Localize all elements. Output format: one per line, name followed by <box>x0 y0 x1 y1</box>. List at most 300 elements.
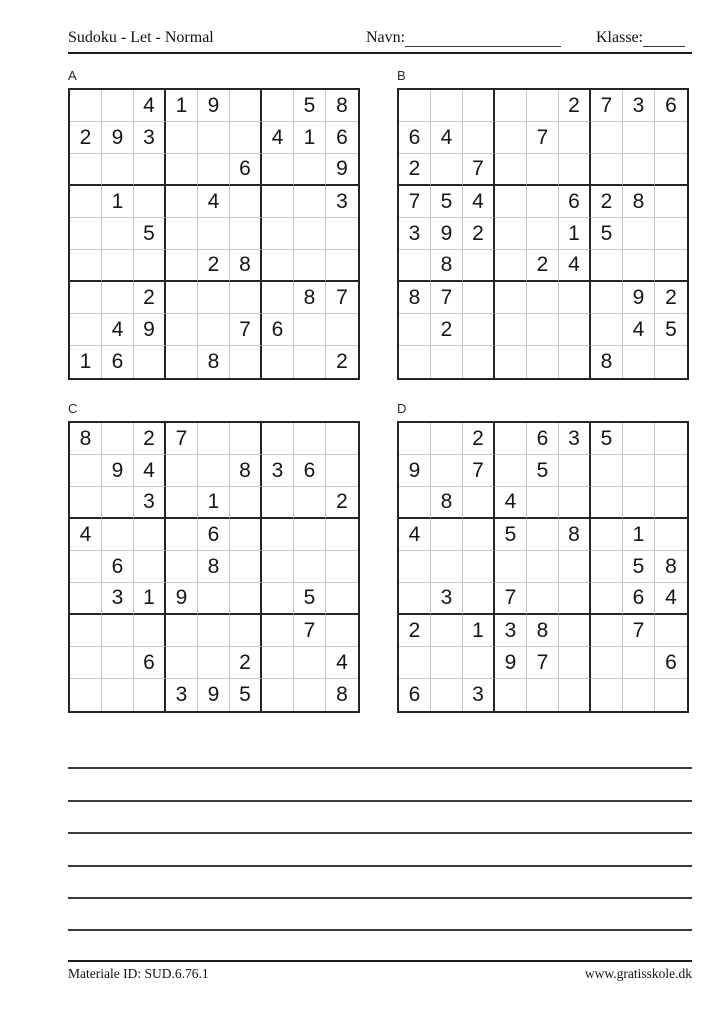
sudoku-cell: 4 <box>134 90 166 122</box>
sudoku-cell <box>591 455 623 487</box>
sudoku-cell: 7 <box>527 647 559 679</box>
sudoku-cell: 4 <box>559 250 591 282</box>
sudoku-cell <box>431 423 463 455</box>
sudoku-cell <box>102 519 134 551</box>
sudoku-cell: 6 <box>655 647 687 679</box>
sudoku-cell: 5 <box>655 314 687 346</box>
sudoku-cell: 8 <box>326 90 358 122</box>
sudoku-cell <box>431 519 463 551</box>
sudoku-cell <box>70 583 102 615</box>
sudoku-cell <box>399 346 431 378</box>
sudoku-cell <box>166 519 198 551</box>
sudoku-cell <box>198 122 230 154</box>
sudoku-cell <box>166 250 198 282</box>
sudoku-cell <box>495 346 527 378</box>
sudoku-cell <box>495 122 527 154</box>
sudoku-cell <box>591 487 623 519</box>
sudoku-cell <box>198 154 230 186</box>
sudoku-cell: 2 <box>326 487 358 519</box>
sudoku-cell <box>230 519 262 551</box>
sudoku-cell <box>431 90 463 122</box>
sudoku-cell <box>559 154 591 186</box>
sudoku-cell <box>70 314 102 346</box>
sudoku-cell <box>166 314 198 346</box>
sudoku-cell <box>70 615 102 647</box>
puzzle-label: C <box>68 401 78 416</box>
sudoku-cell: 7 <box>166 423 198 455</box>
sudoku-cell <box>262 679 294 711</box>
sudoku-grid <box>68 88 360 380</box>
sudoku-cell <box>527 186 559 218</box>
puzzle-label: A <box>68 68 77 83</box>
sudoku-cell: 6 <box>399 122 431 154</box>
sudoku-cell <box>431 346 463 378</box>
sudoku-cell: 8 <box>591 346 623 378</box>
page-title: Sudoku - Let - Normal <box>68 29 214 46</box>
sudoku-cell <box>463 90 495 122</box>
sudoku-cell <box>262 186 294 218</box>
sudoku-cell <box>294 423 326 455</box>
sudoku-cell <box>230 615 262 647</box>
sudoku-cell <box>431 647 463 679</box>
sudoku-cell <box>262 346 294 378</box>
sudoku-cell: 7 <box>463 154 495 186</box>
puzzle-section-d <box>397 400 689 713</box>
sudoku-cell: 2 <box>336 350 348 373</box>
sudoku-cell <box>559 679 591 711</box>
sudoku-cell: 3 <box>399 218 431 250</box>
sudoku-cell <box>166 647 198 679</box>
sudoku-cell <box>166 218 198 250</box>
sudoku-cell: 4 <box>326 647 358 679</box>
sudoku-cell: 4 <box>102 314 134 346</box>
sudoku-cell <box>70 218 102 250</box>
sudoku-cell <box>527 154 559 186</box>
sudoku-cell: 7 <box>326 282 358 314</box>
sudoku-cell <box>294 250 326 282</box>
sudoku-cell <box>655 487 687 519</box>
sudoku-cell <box>294 346 326 378</box>
sudoku-cell <box>198 218 230 250</box>
sudoku-cell <box>623 423 655 455</box>
class-blank-line <box>643 31 685 47</box>
sudoku-cell <box>559 346 591 378</box>
sudoku-cell <box>230 346 262 378</box>
sudoku-cell <box>463 122 495 154</box>
sudoku-cell <box>463 583 495 615</box>
sudoku-cell <box>102 154 134 186</box>
sudoku-cell <box>102 487 134 519</box>
sudoku-cell <box>294 314 326 346</box>
sudoku-cell: 2 <box>591 186 623 218</box>
sudoku-cell <box>431 455 463 487</box>
sudoku-cell: 7 <box>230 314 262 346</box>
sudoku-cell: 8 <box>431 250 463 282</box>
sudoku-cell <box>623 218 655 250</box>
sudoku-cell <box>198 647 230 679</box>
sudoku-cell <box>559 583 591 615</box>
sudoku-cell: 2 <box>655 282 687 314</box>
sudoku-cell: 9 <box>326 154 358 186</box>
sudoku-cell <box>399 314 431 346</box>
sudoku-cell <box>134 615 166 647</box>
sudoku-cell: 6 <box>326 122 358 154</box>
sudoku-cell <box>463 346 495 378</box>
sudoku-cell <box>294 647 326 679</box>
sudoku-cell <box>399 647 431 679</box>
sudoku-cell: 1 <box>166 90 198 122</box>
sudoku-cell: 8 <box>431 487 463 519</box>
sudoku-cell <box>559 455 591 487</box>
sudoku-cell: 3 <box>134 122 166 154</box>
sudoku-cell <box>102 250 134 282</box>
sudoku-cell: 6 <box>102 346 134 378</box>
sudoku-cell <box>326 423 358 455</box>
sudoku-cell <box>102 90 134 122</box>
answer-line <box>68 769 692 801</box>
sudoku-cell: 2 <box>399 154 431 186</box>
sudoku-cell <box>262 583 294 615</box>
sudoku-cell <box>102 282 134 314</box>
sudoku-cell: 3 <box>495 615 527 647</box>
puzzle-section-a <box>68 67 360 380</box>
sudoku-cell <box>527 583 559 615</box>
sudoku-cell <box>655 455 687 487</box>
sudoku-cell: 3 <box>431 583 463 615</box>
sudoku-cell <box>262 218 294 250</box>
sudoku-cell: 5 <box>230 679 262 711</box>
sudoku-cell: 7 <box>399 186 431 218</box>
sudoku-cell: 2 <box>559 90 591 122</box>
sudoku-cell <box>198 282 230 314</box>
sudoku-cell: 6 <box>102 551 134 583</box>
sudoku-cell <box>591 615 623 647</box>
sudoku-cell: 1 <box>463 615 495 647</box>
sudoku-cell: 6 <box>559 186 591 218</box>
sudoku-cell: 9 <box>495 647 527 679</box>
sudoku-cell: 8 <box>336 683 348 706</box>
sudoku-cell <box>559 487 591 519</box>
sudoku-cell <box>655 679 687 711</box>
sudoku-cell <box>262 647 294 679</box>
sudoku-cell <box>591 122 623 154</box>
sudoku-cell: 8 <box>655 551 687 583</box>
sudoku-cell <box>70 154 102 186</box>
sudoku-cell <box>102 615 134 647</box>
sudoku-cell <box>166 346 198 378</box>
sudoku-cell <box>326 314 358 346</box>
sudoku-cell: 4 <box>431 122 463 154</box>
sudoku-cell <box>431 679 463 711</box>
puzzle-section-c <box>68 400 360 713</box>
sudoku-cell <box>655 186 687 218</box>
sudoku-cell <box>591 583 623 615</box>
sudoku-cell <box>623 122 655 154</box>
sudoku-cell: 1 <box>623 519 655 551</box>
sudoku-cell <box>134 250 166 282</box>
sudoku-cell <box>591 154 623 186</box>
sudoku-cell <box>230 487 262 519</box>
sudoku-cell: 1 <box>294 122 326 154</box>
sudoku-cell <box>326 218 358 250</box>
sudoku-cell <box>591 647 623 679</box>
sudoku-cell <box>623 679 655 711</box>
sudoku-cell <box>262 615 294 647</box>
sudoku-cell <box>166 186 198 218</box>
sudoku-cell: 2 <box>198 250 230 282</box>
sudoku-cell <box>463 250 495 282</box>
sudoku-cell <box>463 314 495 346</box>
sudoku-cell: 6 <box>198 519 230 551</box>
sudoku-cell: 8 <box>527 615 559 647</box>
sudoku-cell <box>495 186 527 218</box>
website-url: www.gratisskole.dk <box>584 966 692 981</box>
sudoku-cell <box>495 551 527 583</box>
sudoku-cell: 9 <box>431 218 463 250</box>
sudoku-cell: 9 <box>166 583 198 615</box>
sudoku-cell <box>527 314 559 346</box>
sudoku-cell <box>166 487 198 519</box>
sudoku-cell <box>591 250 623 282</box>
sudoku-cell <box>527 90 559 122</box>
sudoku-cell <box>326 519 358 551</box>
sudoku-cell <box>495 154 527 186</box>
sudoku-cell: 2 <box>463 218 495 250</box>
class-field <box>596 29 685 47</box>
sudoku-cell: 4 <box>134 455 166 487</box>
sudoku-cell <box>326 250 358 282</box>
sudoku-cell <box>262 154 294 186</box>
materiale-id: Materiale ID: SUD.6.76.1 <box>68 966 209 981</box>
sudoku-cell <box>559 314 591 346</box>
sudoku-cell: 4 <box>655 583 687 615</box>
sudoku-cell <box>166 615 198 647</box>
sudoku-cell: 5 <box>294 583 326 615</box>
sudoku-cell: 9 <box>623 282 655 314</box>
sudoku-cell <box>463 647 495 679</box>
sudoku-cell <box>495 314 527 346</box>
sudoku-cell: 8 <box>399 282 431 314</box>
sudoku-cell <box>495 423 527 455</box>
sudoku-cell: 5 <box>623 551 655 583</box>
sudoku-cell: 9 <box>102 455 134 487</box>
sudoku-cell <box>591 314 623 346</box>
sudoku-cell <box>326 583 358 615</box>
sudoku-cell: 6 <box>623 583 655 615</box>
sudoku-cell <box>134 186 166 218</box>
sudoku-cell <box>623 647 655 679</box>
sudoku-cell: 2 <box>134 423 166 455</box>
sudoku-cell: 8 <box>230 455 262 487</box>
sudoku-cell <box>166 122 198 154</box>
sudoku-cell: 9 <box>134 314 166 346</box>
sudoku-cell <box>262 90 294 122</box>
sudoku-cell: 8 <box>230 250 262 282</box>
puzzle-section-b <box>397 67 689 380</box>
sudoku-cell <box>134 551 166 583</box>
sudoku-cell <box>463 551 495 583</box>
sudoku-cell <box>230 122 262 154</box>
sudoku-cell <box>399 90 431 122</box>
sudoku-cell <box>559 282 591 314</box>
sudoku-cell <box>399 423 431 455</box>
puzzle-label: D <box>397 401 407 416</box>
sudoku-cell <box>495 282 527 314</box>
sudoku-cell <box>198 615 230 647</box>
sudoku-cell <box>294 519 326 551</box>
sudoku-cell <box>70 647 102 679</box>
sudoku-cell: 3 <box>102 583 134 615</box>
sudoku-cell: 5 <box>591 423 623 455</box>
sudoku-cell: 2 <box>399 615 431 647</box>
sudoku-cell: 2 <box>463 423 495 455</box>
sudoku-cell: 8 <box>198 551 230 583</box>
sudoku-cell: 1 <box>70 346 102 378</box>
footer <box>68 960 692 982</box>
sudoku-cell <box>591 551 623 583</box>
sudoku-cell <box>399 250 431 282</box>
sudoku-cell <box>70 282 102 314</box>
sudoku-cell: 8 <box>70 423 102 455</box>
sudoku-cell: 3 <box>559 423 591 455</box>
sudoku-cell <box>166 282 198 314</box>
name-field-label: Navn: <box>366 29 406 46</box>
sudoku-cell: 5 <box>431 186 463 218</box>
sudoku-cell <box>495 90 527 122</box>
sudoku-cell: 8 <box>198 346 230 378</box>
sudoku-cell <box>230 282 262 314</box>
sudoku-cell <box>102 647 134 679</box>
sudoku-cell <box>655 346 687 378</box>
sudoku-cell: 6 <box>655 90 687 122</box>
sudoku-cell <box>262 282 294 314</box>
sudoku-cell: 3 <box>326 186 358 218</box>
sudoku-cell: 5 <box>591 218 623 250</box>
sudoku-cell: 6 <box>527 423 559 455</box>
sudoku-cell <box>166 551 198 583</box>
sudoku-cell <box>463 519 495 551</box>
sudoku-cell: 5 <box>134 218 166 250</box>
sudoku-cell <box>591 679 623 711</box>
sudoku-cell <box>198 455 230 487</box>
sudoku-cell: 1 <box>198 487 230 519</box>
sudoku-cell <box>102 218 134 250</box>
sudoku-cell <box>527 346 559 378</box>
sudoku-cell <box>70 90 102 122</box>
sudoku-cell: 2 <box>230 647 262 679</box>
sudoku-cell <box>230 583 262 615</box>
sudoku-cell: 6 <box>230 154 262 186</box>
sudoku-cell: 4 <box>262 122 294 154</box>
sudoku-cell <box>527 679 559 711</box>
sudoku-cell <box>527 218 559 250</box>
sudoku-grid <box>68 421 360 713</box>
sudoku-cell <box>70 186 102 218</box>
sudoku-cell <box>527 487 559 519</box>
sudoku-cell: 7 <box>495 583 527 615</box>
sudoku-cell <box>134 679 166 711</box>
sudoku-grid <box>397 88 689 380</box>
sudoku-cell <box>262 551 294 583</box>
sudoku-cell: 6 <box>262 314 294 346</box>
answer-line <box>68 834 692 866</box>
sudoku-cell: 4 <box>70 519 102 551</box>
sudoku-cell: 9 <box>198 679 230 711</box>
sudoku-cell <box>70 487 102 519</box>
sudoku-cell <box>262 423 294 455</box>
sudoku-cell <box>70 250 102 282</box>
answer-line <box>68 867 692 899</box>
sudoku-cell: 4 <box>495 487 527 519</box>
sudoku-cell <box>655 423 687 455</box>
sudoku-cell <box>198 583 230 615</box>
class-field-label: Klasse: <box>596 29 644 46</box>
sudoku-cell <box>294 487 326 519</box>
sudoku-cell <box>495 455 527 487</box>
sudoku-cell: 9 <box>102 122 134 154</box>
sudoku-cell <box>399 487 431 519</box>
sudoku-cell: 6 <box>399 679 431 711</box>
name-field <box>366 29 561 47</box>
sudoku-cell: 3 <box>262 455 294 487</box>
sudoku-cell <box>527 282 559 314</box>
sudoku-cell: 4 <box>399 519 431 551</box>
sudoku-cell: 5 <box>495 519 527 551</box>
answer-line <box>68 737 692 769</box>
sudoku-cell <box>655 218 687 250</box>
sudoku-cell <box>495 218 527 250</box>
sudoku-cell <box>230 90 262 122</box>
sudoku-cell: 6 <box>294 455 326 487</box>
sudoku-cell <box>70 679 102 711</box>
sudoku-cell <box>294 218 326 250</box>
sudoku-cell <box>230 186 262 218</box>
sudoku-cell <box>623 154 655 186</box>
sudoku-cell <box>102 679 134 711</box>
sudoku-cell <box>134 154 166 186</box>
sudoku-cell <box>134 346 166 378</box>
sudoku-cell: 7 <box>591 90 623 122</box>
answer-lines <box>68 737 692 931</box>
sudoku-cell <box>134 519 166 551</box>
sudoku-cell <box>431 154 463 186</box>
sudoku-cell: 7 <box>623 615 655 647</box>
sudoku-cell <box>559 615 591 647</box>
sudoku-cell: 4 <box>623 314 655 346</box>
sudoku-cell <box>262 487 294 519</box>
sudoku-cell <box>326 455 358 487</box>
sudoku-cell <box>559 551 591 583</box>
sudoku-cell: 1 <box>134 583 166 615</box>
sudoku-cell <box>655 519 687 551</box>
sudoku-cell <box>591 282 623 314</box>
sudoku-cell <box>591 519 623 551</box>
sudoku-cell: 2 <box>70 122 102 154</box>
sudoku-cell <box>655 615 687 647</box>
sudoku-cell: 2 <box>527 250 559 282</box>
sudoku-cell <box>102 423 134 455</box>
sudoku-cell: 3 <box>134 487 166 519</box>
sudoku-cell: 7 <box>431 282 463 314</box>
sudoku-cell: 8 <box>294 282 326 314</box>
sudoku-cell: 1 <box>102 186 134 218</box>
sudoku-cell <box>527 519 559 551</box>
sudoku-cell <box>495 250 527 282</box>
sudoku-cell <box>399 583 431 615</box>
sudoku-cell: 2 <box>134 282 166 314</box>
puzzle-label: B <box>397 68 406 83</box>
sudoku-cell: 8 <box>559 519 591 551</box>
